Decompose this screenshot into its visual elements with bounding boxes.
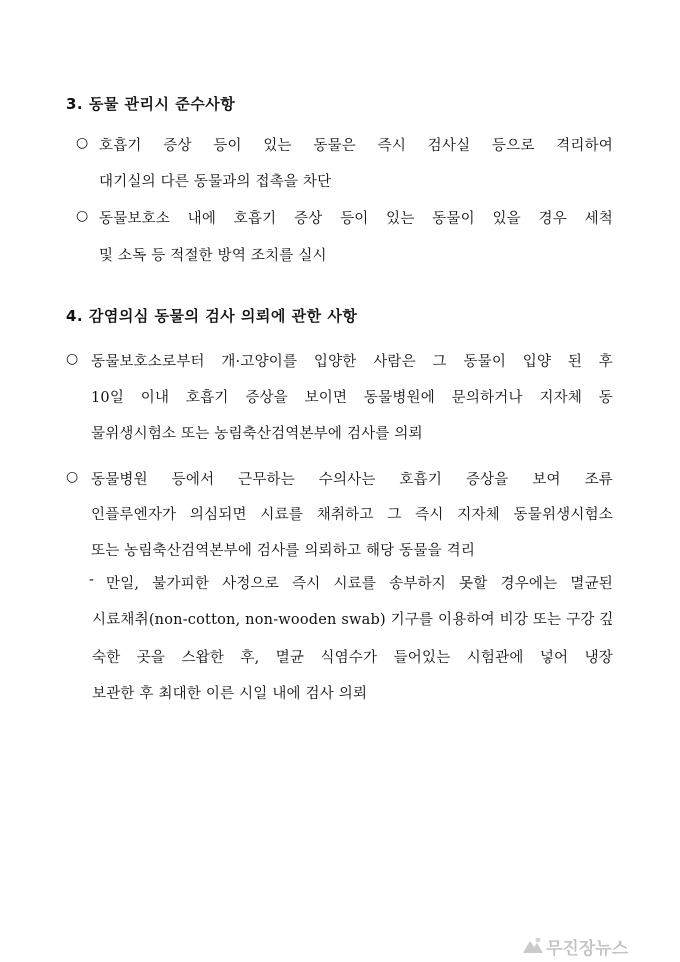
bullet-circle: ○ <box>66 469 79 485</box>
mountain-logo-icon <box>522 936 544 954</box>
watermark <box>522 934 670 959</box>
paragraph-line: 물위생시험소 또는 농림축산검역본부에 검사를 의뢰 <box>91 426 423 442</box>
section-title-3: 3. 동물 관리시 준수사항 <box>66 95 236 113</box>
paragraph-line: 또는 농림축산검역본부에 검사를 의뢰하고 해당 동물을 격리 <box>91 543 476 559</box>
sub-paragraph-line: 보관한 후 최대한 이른 시일 내에 검사 의뢰 <box>92 686 368 702</box>
watermark-text: 무진장뉴스 <box>546 939 629 959</box>
paragraph-line: 동물병원 등에서 근무하는 수의사는 호흡기 증상을 보여 조류 <box>91 472 613 488</box>
paragraph-line: 및 소독 등 적절한 방역 조치를 실시 <box>99 248 327 264</box>
paragraph-line: 호흡기 증상 등이 있는 동물은 즉시 검사실 등으로 격리하여 <box>99 138 613 154</box>
section-title-4: 4. 감염의심 동물의 검사 의뢰에 관한 사항 <box>66 307 358 325</box>
sub-paragraph-line: 숙한 곳을 스왑한 후, 멸균 식염수가 들어있는 시험관에 넣어 냉장 <box>92 650 613 666</box>
paragraph-line: 대기실의 다른 동물과의 접촉을 차단 <box>99 174 332 190</box>
paragraph-line: 인플루엔자가 의심되면 시료를 채취하고 그 즉시 지자체 동물위생시험소 <box>91 507 613 523</box>
sub-paragraph-line: 만일, 불가피한 사정으로 즉시 시료를 송부하지 못할 경우에는 멸균된 <box>106 576 613 592</box>
paragraph-line: 동물보호소 내에 호흡기 증상 등이 있는 동물이 있을 경우 세척 <box>99 211 613 227</box>
paragraph-line: 동물보호소로부터 개·고양이를 입양한 사람은 그 동물이 입양 된 후 <box>91 354 613 370</box>
bullet-circle: ○ <box>66 351 79 367</box>
sub-item-dash: - <box>89 572 94 588</box>
paragraph-line: 10일 이내 호흡기 증상을 보이면 동물병원에 문의하거나 지자체 동 <box>91 390 613 406</box>
bullet-circle: ○ <box>76 208 89 224</box>
bullet-circle: ○ <box>76 135 89 151</box>
sub-paragraph-line: 시료채취(non-cotton, non-wooden swab) 기구를 이용하여 비강 또는 구강 깊 <box>92 612 614 628</box>
